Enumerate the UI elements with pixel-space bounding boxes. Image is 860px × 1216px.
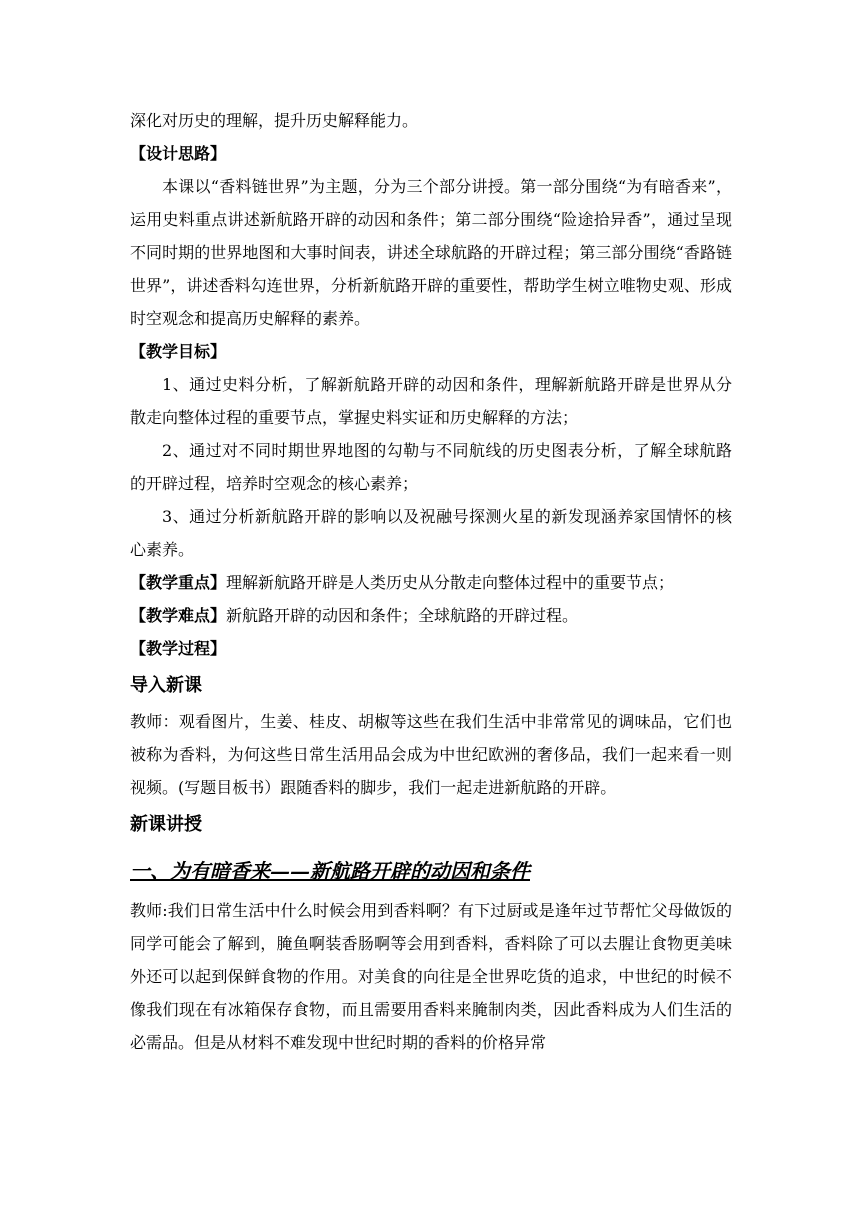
intro-section-heading: 导入新课 xyxy=(130,675,202,696)
goal-item-1: 1、通过史料分析，了解新航路开辟的动因和条件，理解新航路开辟是世界从分散走向整体过程的重要节点，掌握史料实证和历史解释的方法； xyxy=(130,375,732,427)
design-heading: 【设计思路】 xyxy=(130,144,227,163)
process-heading: 【教学过程】 xyxy=(130,639,227,658)
new-lesson-heading: 新课讲授 xyxy=(130,814,202,835)
document-body xyxy=(130,104,732,1059)
key-point-line xyxy=(130,566,732,599)
goal-item-3: 3、通过分析新航路开辟的影响以及祝融号探测火星的新发现涵养家国情怀的核心素养。 xyxy=(130,507,732,559)
goal-item-2: 2、通过对不同时期世界地图的勾勒与不同航线的历史图表分析，了解全球航路的开辟过程，培养时空观念的核心素养； xyxy=(130,441,732,493)
goals-heading: 【教学目标】 xyxy=(130,342,227,361)
key-point-text: 理解新航路开辟是人类历史从分散走向整体过程中的重要节点； xyxy=(226,573,675,592)
part-one-heading: 一、为有暗香来——新航路开辟的动因和条件 xyxy=(130,859,530,883)
intro-paragraph: 教师：观看图片，生姜、桂皮、胡椒等这些在我们生活中非常常见的调味品，它们也被称为香料，为何这些日常生活用品会成为中世纪欧洲的奢侈品，我们一起来看一则视频。(写题目板书）跟随香料的脚步，我们一起走进新航路的开辟。 xyxy=(130,712,732,797)
difficulty-label: 【教学难点】 xyxy=(130,606,227,625)
design-paragraph: 本课以“香料链世界”为主题，分为三个部分讲授。第一部分围绕“为有暗香来”，运用史料重点讲述新航路开辟的动因和条件；第二部分围绕“险途拾异香”，通过呈现不同时期的世界地图和大事时间表，讲述全球航路的开辟过程；第三部分围绕“香路链世界”，讲述香料勾连世界，分析新航路开辟的重要性，帮助学生树立唯物史观、形成时空观念和提高历史解释的素养。 xyxy=(130,177,732,328)
intro-tail-paragraph: 深化对历史的理解，提升历史解释能力。 xyxy=(130,111,419,130)
key-point-label: 【教学重点】 xyxy=(130,573,227,592)
difficulty-line xyxy=(130,599,732,632)
difficulty-text: 新航路开辟的动因和条件；全球航路的开辟过程。 xyxy=(226,606,579,625)
teacher-paragraph: 教师:我们日常生活中什么时候会用到香料啊？有下过厨或是逢年过节帮忙父母做饭的同学可能会了解到，腌鱼啊装香肠啊等会用到香料，香料除了可以去腥让食物更美味外还可以起到保鲜食物的作用。对美食的向往是全世界吃货的追求，中世纪的时候不像我们现在有冰箱保存食物，而且需要用香料来腌制肉类，因此香料成为人们生活的必需品。但是从材料不难发现中世纪时期的香料的价格异常 xyxy=(130,901,732,1052)
